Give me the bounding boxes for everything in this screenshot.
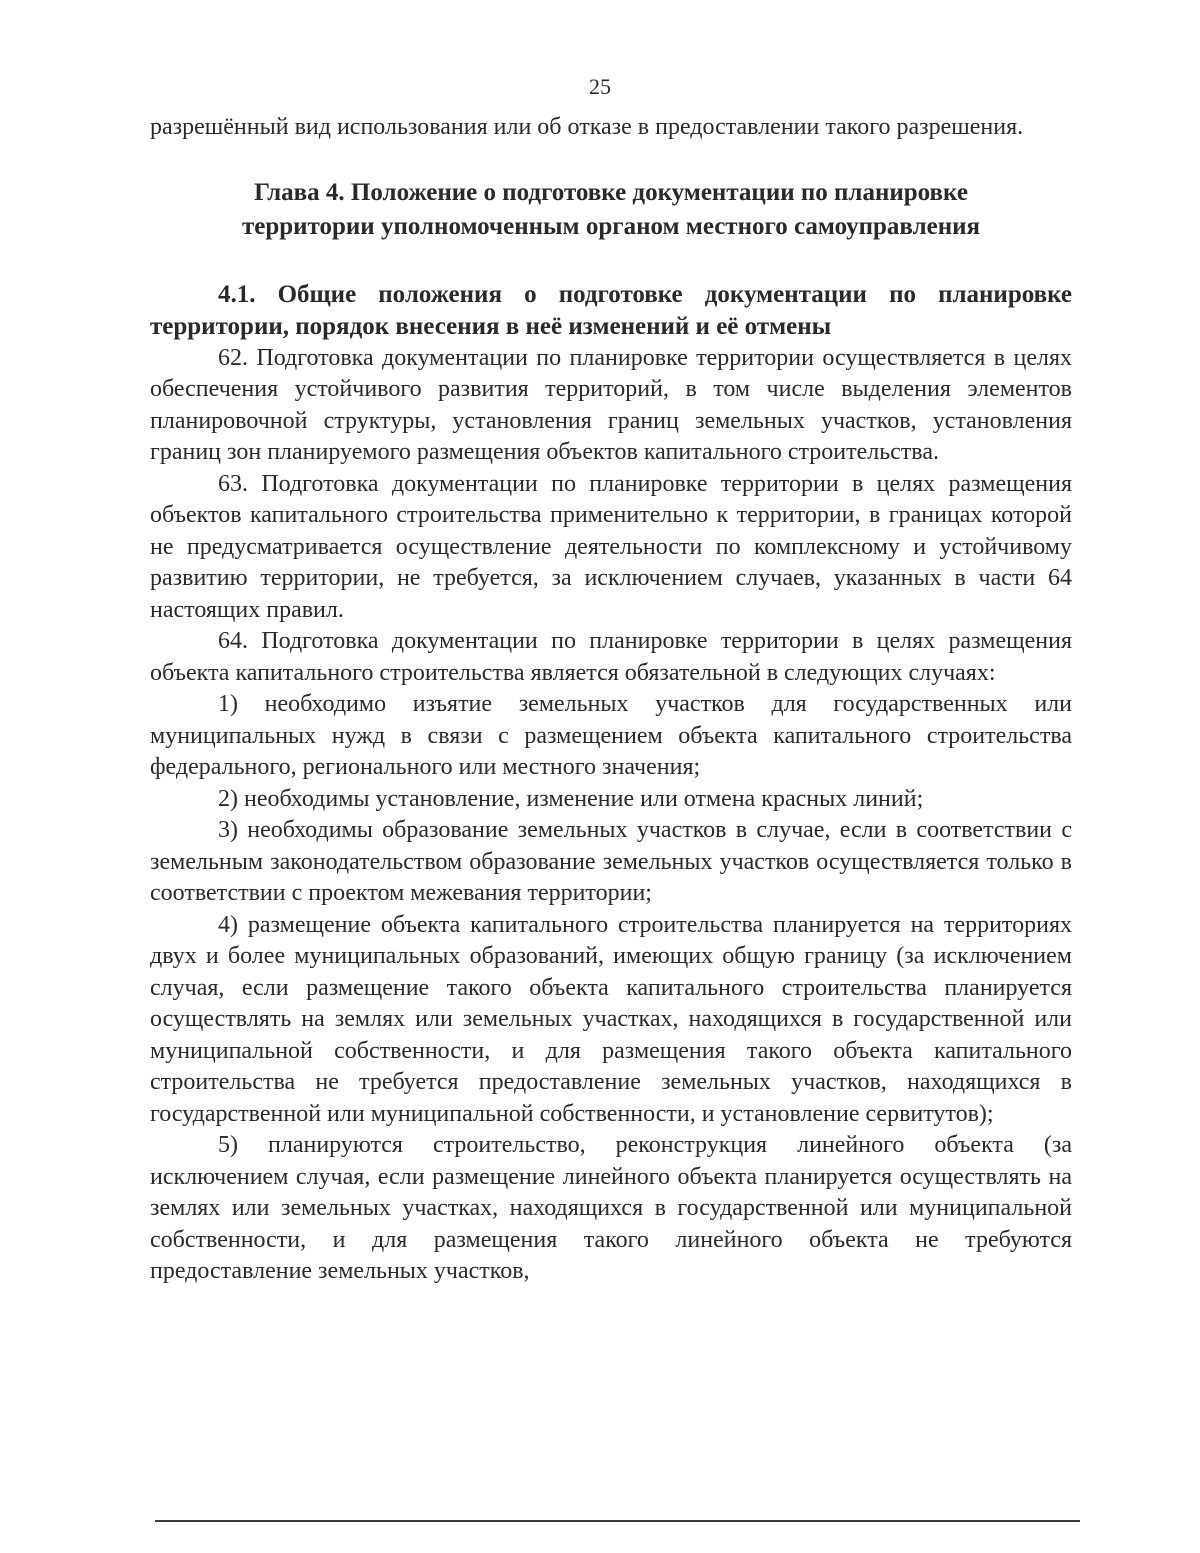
list-item-2: 2) необходимы установление, изменение или отмена красных линий; — [218, 785, 924, 812]
section-title: 4.1. Общие положения о подготовке документации по планировке территории, порядок внесения в неё изменений и её отмены — [150, 280, 1072, 340]
paragraph-continuation: разрешённый вид использования или об отказе в предоставлении такого разрешения. — [150, 114, 1024, 140]
paragraph-62: 62. Подготовка документации по планировке территории осуществляется в целях обеспечения устойчивого развития территорий, в том числе выделения элементов планировочной структуры, установления границ земельных участков, установления границ зон планируемого размещения объектов капитального строительства. — [150, 344, 1072, 465]
chapter-title: Глава 4. Положение о подготовке документации по планировке территории уполномоченным органом местного самоуправления — [241, 178, 981, 240]
page-number: 25 — [589, 74, 611, 99]
list-item-3: 3) необходимы образование земельных участков в случае, если в соответствии с земельным законодательством образование земельных участков осуществляется только в соответствии с проектом межевания территории; — [150, 817, 1072, 906]
list-item-4: 4) размещение объекта капитального строительства планируется на территориях двух и более муниципальных образований, имеющих общую границу (за исключением случая, если размещение такого объекта капитального строительства планируется осуществлять на землях или земельных участках, находящихся в государственной или муниципальной собственности, и для размещения такого объекта капитального строительства не требуется предоставление земельных участков, находящихся в государственной или муниципальной собственности, и установление сервитутов); — [150, 911, 1072, 1127]
paragraph-63: 63. Подготовка документации по планировке территории в целях размещения объектов капитального строительства применительно к территории, в границах которой не предусматривается осуществление деятельности по комплексному и устойчивому развитию территории, не требуется, за исключением случаев, указанных в части 64 настоящих правил. — [150, 470, 1072, 623]
document-body — [150, 112, 1072, 1288]
list-item-1: 1) необходимо изъятие земельных участков для государственных или муниципальных нужд в связи с размещением объекта капитального строительства федерального, регионального или местного значения; — [150, 691, 1072, 780]
list-item-5: 5) планируются строительство, реконструкция линейного объекта (за исключением случая, если размещение линейного объекта планируется осуществлять на землях или земельных участках, находящихся в государственной или муниципальной собственности, и для размещения такого линейного объекта не требуются предоставление земельных участков, — [150, 1132, 1072, 1284]
footer-divider — [155, 1520, 1080, 1522]
paragraph-64: 64. Подготовка документации по планировке территории в целях размещения объекта капитального строительства является обязательной в следующих случаях: — [150, 628, 1072, 686]
